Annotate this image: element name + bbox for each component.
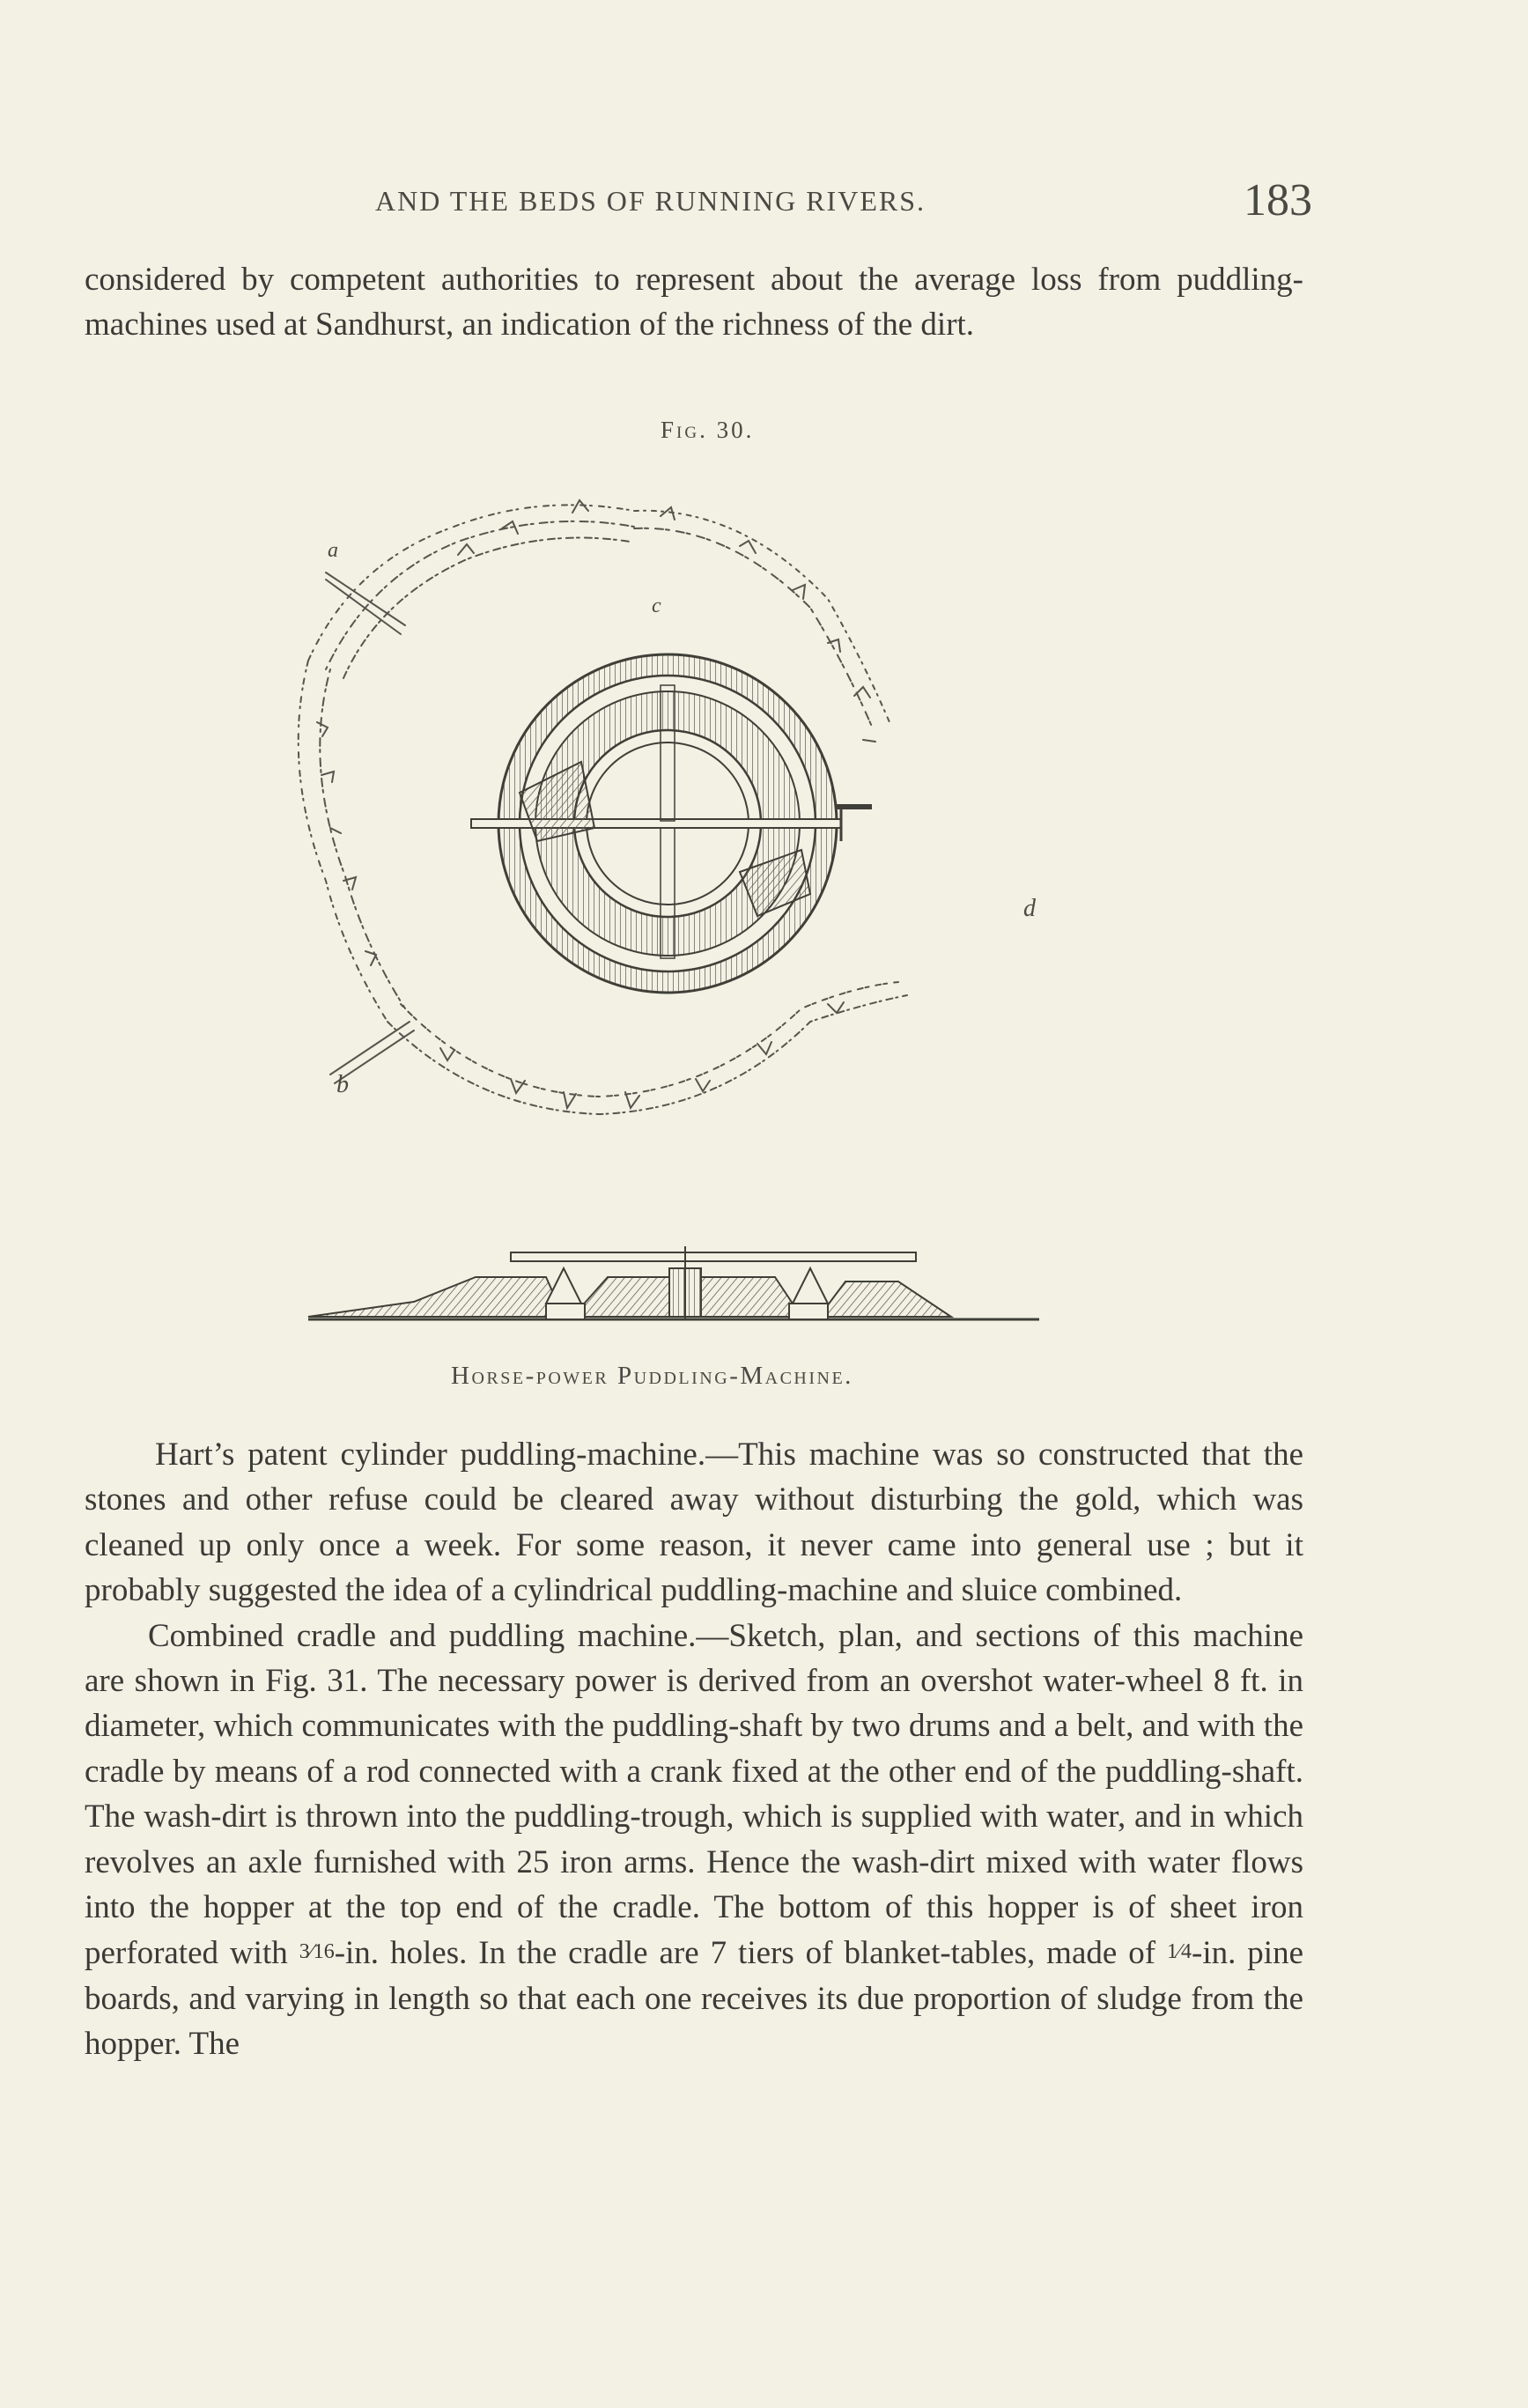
fraction-one-quarter: 1⁄4 — [1167, 1940, 1192, 1964]
letter-a: a — [328, 539, 338, 562]
page-number: 183 — [1244, 175, 1312, 225]
puddling-trough — [471, 654, 872, 993]
body-text — [85, 1432, 1303, 2067]
puddling-machine-illustration — [282, 458, 1092, 1339]
top-paragraph: considered by competent authorities to represent about the average loss from puddling-machines used at Sandhurst, an indication of the richness of the dirt. — [85, 262, 1303, 343]
fraction-three-sixteenths: 3⁄16 — [299, 1940, 335, 1964]
section-view — [308, 1246, 1039, 1319]
figure-label: Fig. 30. — [661, 417, 755, 443]
paragraph-combined-cradle: Combined cradle and puddling machine.—Sketch, plan, and sections of this machine are shown in Fig. 31. The necessary power is derived from an overshot water-wheel 8 ft. in diameter, which communicates with the puddling-shaft by two drums and a belt, and with the cradle by means of a rod connected with a crank fixed at the other end of the puddling-shaft. The wash-dirt is thrown into the puddling-trough, which is supplied with water, and in which revolves an axle furnished with 25 iron arms. Hence the wash-dirt mixed with water flows into the hopper at the top end of the cradle. The bottom of this hopper is of sheet iron perforated with 3⁄16-in. holes. In the cradle are 7 tiers of blanket-tables, made of 1⁄4-in. pine boards, and varying in length so that each one receives its due proportion of sludge from the hopper. The — [85, 1617, 1304, 2063]
running-head: AND THE BEDS OF RUNNING RIVERS. — [375, 185, 926, 217]
letter-d: d — [1023, 895, 1036, 922]
letter-c: c — [652, 595, 661, 617]
figure-caption: Horse-power Puddling-Machine. — [451, 1362, 853, 1390]
paragraph-harts-machine: Hart’s patent cylinder puddling-machine.—This machine was so constructed that the stones and other refuse could be cleared away without disturbing the gold, which was cleaned up only once a week. For some reason, it never came into general use ; but it probably suggested the idea of a cylindrical puddling-machine and sluice combined. — [85, 1437, 1303, 1609]
letter-b: b — [336, 1071, 349, 1098]
